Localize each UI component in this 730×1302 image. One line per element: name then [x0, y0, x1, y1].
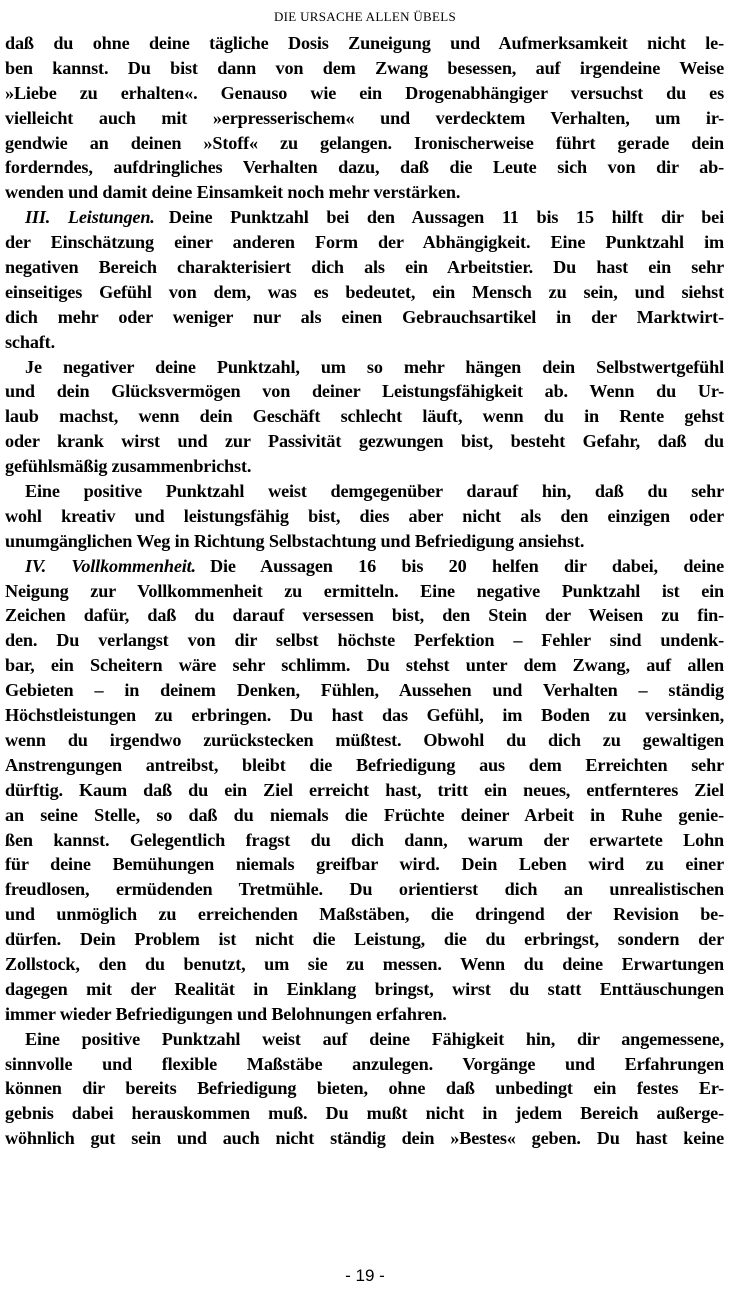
text-line: Die Aussagen 16 bis 20 helfen dir dabei, deine	[209, 555, 725, 576]
text-line: oder krank wirst und zur Passivität gezwungen bist, besteht Gefahr, daß du	[5, 431, 724, 452]
text-line: schaft.	[5, 331, 55, 352]
text-line: den. Du verlangst von dir selbst höchste Perfektion – Fehler sind undenk-	[5, 630, 724, 651]
text-line: laub machst, wenn dein Geschäft schlecht läuft, wenn du in Rente gehst	[5, 406, 724, 427]
text-line: unumgänglichen Weg in Richtung Selbstachtung und Befriedigung ansiehst.	[5, 530, 585, 551]
section-title-vollkommenheit: IV. Vollkommenheit.	[25, 555, 196, 576]
text-line: wohl kreativ und leistungsfähig bist, dies aber nicht als den einzigen oder	[5, 505, 724, 526]
text-line: gebnis dabei herauskommen muß. Du mußt nicht in jedem Bereich außerge-	[5, 1103, 724, 1124]
text-line: Eine positive Punktzahl weist demgegenüber darauf hin, daß du sehr	[25, 481, 724, 502]
text-line: sinnvolle und flexible Maßstäbe anzulegen. Vorgänge und Erfahrungen	[5, 1053, 724, 1074]
text-line: können dir bereits Befriedigung bieten, ohne daß unbedingt ein festes Er-	[5, 1078, 724, 1099]
text-line: dich mehr oder weniger nur als einen Gebrauchsartikel in der Marktwirt-	[5, 306, 724, 327]
section-heading-line	[5, 554, 724, 579]
page-number: - 19 -	[345, 1266, 385, 1285]
text-line: Zollstock, den du benutzt, um sie zu messen. Wenn du deine Erwartungen	[5, 953, 724, 974]
text-line: und dein Glücksvermögen von deiner Leistungsfähigkeit ab. Wenn du Ur-	[5, 381, 724, 402]
text-line: Eine positive Punktzahl weist auf deine Fähigkeit hin, dir angemessene,	[25, 1028, 724, 1049]
text-line: gefühlsmäßig zusammenbrichst.	[5, 456, 252, 477]
text-line: der Einschätzung einer anderen Form der Abhängigkeit. Eine Punktzahl im	[5, 232, 724, 253]
text-line: Neigung zur Vollkommenheit zu ermitteln. Eine negative Punktzahl ist ein	[5, 580, 724, 601]
text-line: ben kannst. Du bist dann von dem Zwang besessen, auf irgendeine Weise	[5, 57, 724, 78]
text-line: Je negativer deine Punktzahl, um so mehr hängen dein Selbstwertgefühl	[25, 356, 724, 377]
text-line: immer wieder Befriedigungen und Belohnungen erfahren.	[5, 1003, 447, 1024]
text-line: daß du ohne deine tägliche Dosis Zuneigung und Aufmerksamkeit nicht le-	[5, 33, 724, 53]
text-line: Zeichen dafür, daß du darauf versessen bist, den Stein der Weisen zu fin-	[5, 605, 724, 626]
text-line: forderndes, aufdringliches Verhalten dazu, daß die Leute sich von dir ab-	[5, 157, 724, 178]
text-line: negativen Bereich charakterisiert dich als ein Arbeitstier. Du hast ein sehr	[5, 257, 724, 278]
text-line: bar, ein Scheitern wäre sehr schlimm. Du stehst unter dem Zwang, auf allen	[5, 655, 724, 676]
text-line: dagegen mit der Realität in Einklang bringst, wirst du statt Enttäuschungen	[5, 978, 724, 999]
text-line: wöhnlich gut sein und auch nicht ständig dein »Bestes« geben. Du hast keine	[5, 1128, 724, 1149]
text-line: für deine Bemühungen niemals greifbar wird. Dein Leben wird zu einer	[5, 854, 724, 875]
text-line: an seine Stelle, so daß du niemals die Früchte deiner Arbeit in Ruhe genie-	[5, 804, 724, 825]
text-line: dürfen. Dein Problem ist nicht die Leistung, die du erbringst, sondern der	[5, 929, 724, 950]
running-head: DIE URSACHE ALLEN ÜBELS	[273, 9, 457, 24]
text-line: gendwie an deinen »Stoff« zu gelangen. Ironischerweise führt gerade dein	[5, 132, 724, 153]
text-line: vielleicht auch mit »erpresserischem« und verdecktem Verhalten, um ir-	[5, 107, 724, 128]
section-heading-line	[5, 205, 724, 230]
text-line: Anstrengungen antreibst, bleibt die Befriedigung aus dem Erreichten sehr	[5, 754, 724, 775]
text-line: dürftig. Kaum daß du ein Ziel erreicht hast, tritt ein neues, entfernteres Ziel	[5, 779, 724, 800]
text-line: freudlosen, ermüdenden Tretmühle. Du orientierst dich an unrealistischen	[5, 879, 724, 900]
text-line: Deine Punktzahl bei den Aussagen 11 bis 15 hilft dir bei	[168, 207, 724, 228]
text-line: »Liebe zu erhalten«. Genauso wie ein Drogenabhängiger versuchst du es	[5, 82, 724, 103]
text-line: Höchstleistungen zu erbringen. Du hast das Gefühl, im Boden zu versinken,	[5, 705, 724, 726]
text-line: Gebieten – in deinem Denken, Fühlen, Aussehen und Verhalten – ständig	[5, 680, 724, 701]
text-line: einseitiges Gefühl von dem, was es bedeutet, ein Mensch zu sein, und siehst	[5, 281, 724, 302]
text-line: und unmöglich zu erreichenden Maßstäben, die dringend der Revision be-	[5, 904, 724, 925]
text-line: wenden und damit deine Einsamkeit noch mehr verstärken.	[5, 182, 461, 203]
text-line: wenn du irgendwo zurückstecken müßtest. Obwohl du dich zu gewaltigen	[5, 729, 724, 750]
section-title-leistungen: III. Leistungen.	[25, 207, 155, 228]
text-line: ßen kannst. Gelegentlich fragst du dich dann, warum der erwartete Lohn	[5, 829, 724, 850]
body-text	[5, 31, 724, 1151]
